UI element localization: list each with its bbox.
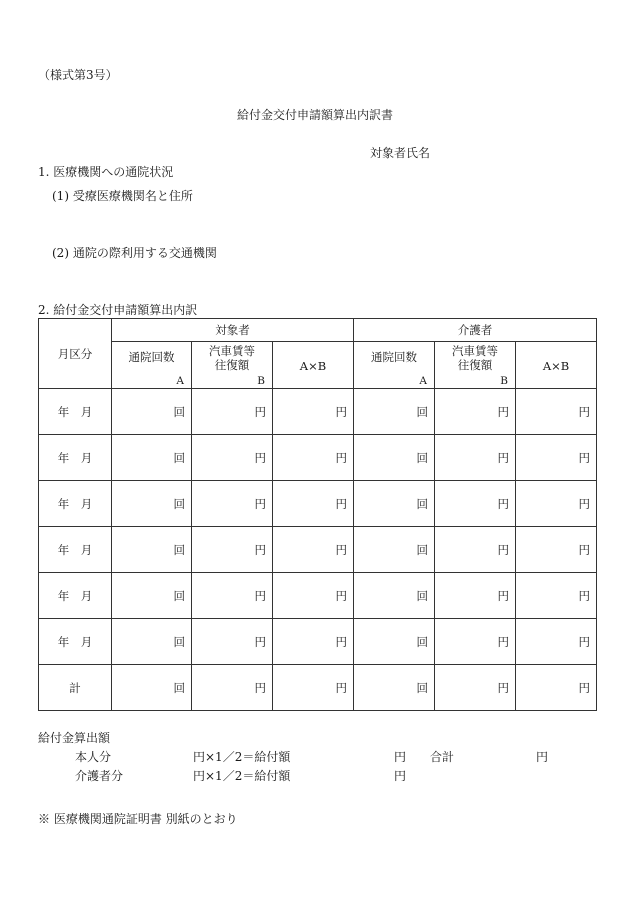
document-title: 給付金交付申請額算出内訳書: [236, 108, 393, 122]
table-row: [39, 481, 597, 527]
visits-cell[interactable]: 回: [112, 527, 192, 573]
cg-col-product-label: A×B: [542, 358, 570, 373]
section1-item2: (2) 通院の際利用する交通機関: [52, 246, 217, 260]
section2-heading: 2. 給付金交付申請額算出内訳: [38, 303, 198, 317]
row-month-label: 年 月: [39, 527, 112, 573]
cg-col-visits-tag: A: [419, 374, 428, 387]
cg-fare-cell[interactable]: 円: [435, 435, 516, 481]
group-caregiver-header: 介護者: [354, 319, 597, 342]
fare-cell[interactable]: 円: [192, 389, 273, 435]
cg-fare-cell[interactable]: 円: [435, 481, 516, 527]
total-cg-product-cell[interactable]: 円: [516, 665, 597, 711]
calculation-table: [38, 318, 597, 711]
fare-cell[interactable]: 円: [192, 481, 273, 527]
row-month-label: 年 月: [39, 573, 112, 619]
row-month-label: 年 月: [39, 619, 112, 665]
col-fare-header: [192, 342, 273, 389]
col-fare-tag: B: [257, 374, 265, 387]
cg-col-fare-line1: 汽車賃等: [452, 343, 499, 358]
cg-fare-cell[interactable]: 円: [435, 389, 516, 435]
fare-cell[interactable]: 円: [192, 527, 273, 573]
total-label: 計: [39, 665, 112, 711]
fare-cell[interactable]: 円: [192, 435, 273, 481]
cg-visits-cell[interactable]: 回: [354, 527, 435, 573]
table-row: [39, 619, 597, 665]
row-month-label: 年 月: [39, 389, 112, 435]
cg-col-visits-header: [354, 342, 435, 389]
total-visits-cell[interactable]: 回: [112, 665, 192, 711]
cg-product-cell[interactable]: 円: [516, 573, 597, 619]
cg-product-cell[interactable]: 円: [516, 527, 597, 573]
cg-visits-cell[interactable]: 回: [354, 573, 435, 619]
product-cell[interactable]: 円: [273, 619, 354, 665]
product-cell[interactable]: 円: [273, 527, 354, 573]
product-cell[interactable]: 円: [273, 389, 354, 435]
total-cg-visits-cell[interactable]: 回: [354, 665, 435, 711]
cg-visits-cell[interactable]: 回: [354, 389, 435, 435]
row-month-label: 年 月: [39, 481, 112, 527]
cg-visits-cell[interactable]: 回: [354, 481, 435, 527]
cg-fare-cell[interactable]: 円: [435, 573, 516, 619]
cg-col-fare-line2: 往復額: [457, 357, 493, 372]
subject-name-label: 対象者氏名: [370, 146, 431, 160]
total-row: [39, 665, 597, 711]
sum-unit: 円: [536, 750, 549, 764]
visits-cell[interactable]: 回: [112, 481, 192, 527]
col-visits-label: 通院回数: [128, 349, 175, 364]
cg-visits-cell[interactable]: 回: [354, 435, 435, 481]
form-number: （様式第3号）: [38, 68, 118, 82]
table-row: [39, 527, 597, 573]
caregiver-label: 介護者分: [75, 769, 124, 783]
visits-cell[interactable]: 回: [112, 573, 192, 619]
col-product-header: [273, 342, 354, 389]
self-label: 本人分: [75, 750, 112, 764]
col-fare-line1: 汽車賃等: [209, 343, 255, 358]
product-cell[interactable]: 円: [273, 435, 354, 481]
cg-col-fare-tag: B: [500, 374, 509, 387]
cg-product-cell[interactable]: 円: [516, 481, 597, 527]
cg-col-fare-header: [435, 342, 516, 389]
self-unit: 円: [394, 750, 407, 764]
total-product-cell[interactable]: 円: [273, 665, 354, 711]
col-visits-header: [112, 342, 192, 389]
cg-fare-cell[interactable]: 円: [435, 619, 516, 665]
fare-cell[interactable]: 円: [192, 619, 273, 665]
product-cell[interactable]: 円: [273, 481, 354, 527]
col-product-label: A×B: [299, 358, 327, 373]
total-fare-cell[interactable]: 円: [192, 665, 273, 711]
caregiver-unit: 円: [394, 769, 407, 783]
product-cell[interactable]: 円: [273, 573, 354, 619]
attachment-note: ※ 医療機関通院証明書 別紙のとおり: [38, 812, 238, 826]
section1-heading: 1. 医療機関への通院状況: [38, 165, 174, 179]
cg-col-product-header: [516, 342, 597, 389]
cg-product-cell[interactable]: 円: [516, 619, 597, 665]
cg-fare-cell[interactable]: 円: [435, 527, 516, 573]
table-row: [39, 435, 597, 481]
visits-cell[interactable]: 回: [112, 435, 192, 481]
cg-col-visits-label: 通院回数: [371, 349, 418, 364]
self-formula: 円×1／2＝給付額: [193, 750, 291, 764]
visits-cell[interactable]: 回: [112, 389, 192, 435]
visits-cell[interactable]: 回: [112, 619, 192, 665]
row-month-label: 年 月: [39, 435, 112, 481]
col-visits-tag: A: [176, 374, 184, 387]
fare-cell[interactable]: 円: [192, 573, 273, 619]
section1-item1: (1) 受療医療機関名と住所: [52, 189, 193, 203]
cg-product-cell[interactable]: 円: [516, 389, 597, 435]
total-cg-fare-cell[interactable]: 円: [435, 665, 516, 711]
group-subject-header: 対象者: [112, 319, 354, 342]
col-fare-line2: 往復額: [214, 357, 250, 372]
caregiver-formula: 円×1／2＝給付額: [193, 769, 291, 783]
table-row: [39, 389, 597, 435]
sum-label: 合計: [430, 750, 455, 764]
month-header: 月区分: [39, 319, 112, 389]
table-row: [39, 573, 597, 619]
cg-product-cell[interactable]: 円: [516, 435, 597, 481]
cg-visits-cell[interactable]: 回: [354, 619, 435, 665]
calculation-heading: 給付金算出額: [38, 731, 111, 745]
